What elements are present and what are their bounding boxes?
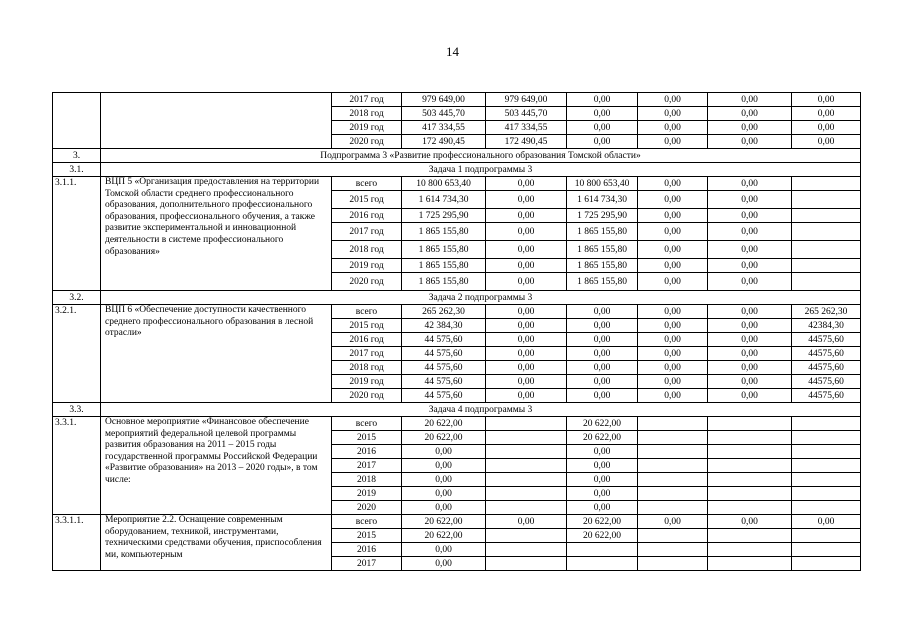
table-cell: 1 725 295,90	[567, 209, 638, 223]
table-row	[53, 93, 861, 107]
table-cell	[638, 473, 708, 487]
table-cell: 20 622,00	[567, 417, 638, 431]
table-cell: 0,00	[638, 241, 708, 259]
table-cell	[53, 93, 101, 149]
table-cell: 10 800 653,40	[402, 177, 486, 191]
table-cell: 0,00	[486, 333, 567, 347]
table-cell: 0,00	[402, 501, 486, 515]
table-cell: 1 614 734,30	[567, 191, 638, 209]
table-cell: 20 622,00	[402, 515, 486, 529]
table-cell: 0,00	[486, 347, 567, 361]
table-cell	[708, 529, 792, 543]
table-cell: 0,00	[567, 107, 638, 121]
table-cell: 0,00	[708, 191, 792, 209]
table-cell: 0,00	[486, 305, 567, 319]
table-cell: 1 725 295,90	[402, 209, 486, 223]
table-cell: 2016 год	[332, 333, 402, 347]
table-cell: 0,00	[567, 501, 638, 515]
table-cell	[486, 417, 567, 431]
table-cell: 0,00	[638, 121, 708, 135]
table-cell	[638, 543, 708, 557]
table-cell: 1 865 155,80	[567, 223, 638, 241]
table-cell	[567, 543, 638, 557]
table-cell: 0,00	[708, 209, 792, 223]
table-cell: Задача 2 подпрограммы 3	[101, 291, 861, 305]
table-cell	[792, 209, 861, 223]
table-cell	[792, 431, 861, 445]
table-cell: 44 575,60	[402, 375, 486, 389]
table-cell: 1 865 155,80	[567, 273, 638, 291]
budget-table	[52, 92, 861, 571]
table-cell: 20 622,00	[567, 515, 638, 529]
table-cell	[792, 543, 861, 557]
table-cell	[638, 529, 708, 543]
table-cell: 20 622,00	[567, 431, 638, 445]
table-cell: 0,00	[486, 259, 567, 273]
table-cell: 0,00	[708, 259, 792, 273]
table-cell: 0,00	[638, 361, 708, 375]
table-row	[53, 163, 861, 177]
table-cell	[486, 487, 567, 501]
table-cell: 1 865 155,80	[402, 259, 486, 273]
table-cell: 172 490,45	[402, 135, 486, 149]
table-cell: Мероприятие 2.2. Оснащение современным оборудованием, техникой, инструментами, техническими средствами обучения, приспособления ми, компьютерным	[101, 515, 332, 571]
table-cell	[708, 473, 792, 487]
table-cell: 0,00	[567, 445, 638, 459]
table-cell: 265 262,30	[402, 305, 486, 319]
table-cell: 2020 год	[332, 135, 402, 149]
table-row	[53, 515, 861, 529]
table-cell	[792, 487, 861, 501]
table-cell: 3.3.	[53, 403, 101, 417]
table-cell: 0,00	[567, 135, 638, 149]
table-cell: 0,00	[567, 487, 638, 501]
table-cell: 2018 год	[332, 107, 402, 121]
table-cell: 0,00	[638, 333, 708, 347]
table-cell: всего	[332, 177, 402, 191]
table-cell: 0,00	[567, 121, 638, 135]
table-cell: 2015	[332, 529, 402, 543]
table-cell: 44575,60	[792, 347, 861, 361]
table-cell	[792, 191, 861, 209]
table-cell: 1 865 155,80	[402, 241, 486, 259]
table-cell: 0,00	[638, 177, 708, 191]
table-cell: 2015	[332, 431, 402, 445]
table-cell: Задача 1 подпрограммы 3	[101, 163, 861, 177]
table-cell: 2015 год	[332, 319, 402, 333]
table-cell: 0,00	[486, 177, 567, 191]
table-cell: 0,00	[638, 93, 708, 107]
table-cell	[638, 487, 708, 501]
table-cell: 0,00	[708, 515, 792, 529]
table-cell: 0,00	[708, 93, 792, 107]
table-cell: 0,00	[486, 273, 567, 291]
table-cell: 2020	[332, 501, 402, 515]
table-cell: 3.	[53, 149, 101, 163]
table-cell	[638, 431, 708, 445]
table-cell	[567, 557, 638, 571]
table-cell: 0,00	[638, 319, 708, 333]
table-cell: 503 445,70	[402, 107, 486, 121]
table-cell: ВЦП 5 «Организация предоставления на территории Томской области среднего профессионального образования, дополнительного профессионального образования, профессионального обучения, а также развитие экспериментальной и инновационной деятельности в системе профессионального образования»	[101, 177, 332, 291]
table-cell: 0,00	[567, 305, 638, 319]
table-cell: 172 490,45	[486, 135, 567, 149]
table-cell: 0,00	[638, 107, 708, 121]
table-cell	[486, 501, 567, 515]
table-row	[53, 149, 861, 163]
table-cell	[792, 223, 861, 241]
table-cell: 3.3.1.	[53, 417, 101, 515]
table-cell: 2019 год	[332, 375, 402, 389]
table-cell	[792, 501, 861, 515]
page-number: 14	[446, 44, 459, 59]
table-cell: 2018 год	[332, 361, 402, 375]
table-cell: 0,00	[638, 305, 708, 319]
table-cell	[638, 417, 708, 431]
table-cell	[708, 459, 792, 473]
table-cell: 0,00	[567, 361, 638, 375]
table-cell: 0,00	[708, 241, 792, 259]
table-cell: 0,00	[638, 389, 708, 403]
table-cell: 2020 год	[332, 389, 402, 403]
table-cell: 0,00	[638, 223, 708, 241]
table-cell: 0,00	[567, 347, 638, 361]
table-cell	[486, 445, 567, 459]
table-cell: 0,00	[567, 319, 638, 333]
table-cell: 0,00	[708, 361, 792, 375]
table-cell: 979 649,00	[486, 93, 567, 107]
table-cell: 2016	[332, 445, 402, 459]
table-cell: всего	[332, 515, 402, 529]
table-cell: 417 334,55	[486, 121, 567, 135]
table-cell	[792, 445, 861, 459]
table-cell: 2016 год	[332, 209, 402, 223]
table-cell: 0,00	[708, 177, 792, 191]
table-cell: 1 614 734,30	[402, 191, 486, 209]
table-cell: 0,00	[402, 487, 486, 501]
table-cell	[708, 557, 792, 571]
table-cell: 0,00	[402, 459, 486, 473]
table-cell: ВЦП 6 «Обеспечение доступности качественного среднего профессионального образования в лесной отрасли»	[101, 305, 332, 403]
table-cell	[638, 459, 708, 473]
table-cell: 0,00	[486, 515, 567, 529]
table-cell: 3.1.1.	[53, 177, 101, 291]
table-cell: 0,00	[708, 121, 792, 135]
table-cell: 2019 год	[332, 121, 402, 135]
table-cell: 3.3.1.1.	[53, 515, 101, 571]
table-cell: 979 649,00	[402, 93, 486, 107]
table-cell: 0,00	[638, 347, 708, 361]
table-cell	[638, 557, 708, 571]
table-cell: 0,00	[567, 473, 638, 487]
table-cell: 0,00	[567, 375, 638, 389]
table-cell	[792, 417, 861, 431]
table-cell: 0,00	[792, 93, 861, 107]
table-cell	[708, 501, 792, 515]
table-cell: 2017 год	[332, 223, 402, 241]
table-cell: 0,00	[638, 191, 708, 209]
table-cell: 20 622,00	[402, 529, 486, 543]
table-cell	[486, 459, 567, 473]
table-cell	[101, 93, 332, 149]
table-cell: 0,00	[486, 389, 567, 403]
table-cell: 0,00	[792, 121, 861, 135]
table-cell	[708, 431, 792, 445]
table-cell: 42384,30	[792, 319, 861, 333]
table-cell: всего	[332, 305, 402, 319]
table-cell	[708, 417, 792, 431]
table-cell: 0,00	[792, 135, 861, 149]
table-cell: 44575,60	[792, 375, 861, 389]
table-cell	[638, 445, 708, 459]
table-cell: 44575,60	[792, 333, 861, 347]
table-cell: 0,00	[792, 515, 861, 529]
table-cell: 44575,60	[792, 389, 861, 403]
table-row	[53, 403, 861, 417]
table-cell: 0,00	[638, 135, 708, 149]
table-cell: 0,00	[708, 347, 792, 361]
table-cell	[792, 529, 861, 543]
table-cell: 0,00	[486, 191, 567, 209]
table-cell: всего	[332, 417, 402, 431]
table-cell: 0,00	[708, 305, 792, 319]
table-cell: 2017	[332, 459, 402, 473]
table-cell: 2017 год	[332, 347, 402, 361]
table-cell	[486, 543, 567, 557]
table-cell: 0,00	[708, 375, 792, 389]
table-cell: 265 262,30	[792, 305, 861, 319]
table-row	[53, 177, 861, 191]
table-cell	[486, 529, 567, 543]
table-cell: 0,00	[708, 389, 792, 403]
table-cell: 0,00	[486, 375, 567, 389]
table-cell: 0,00	[638, 259, 708, 273]
table-cell: 3.1.	[53, 163, 101, 177]
table-cell: 2017 год	[332, 93, 402, 107]
table-cell: 44 575,60	[402, 333, 486, 347]
table-cell: 1 865 155,80	[567, 241, 638, 259]
table-cell: 0,00	[486, 241, 567, 259]
table-cell: 0,00	[638, 273, 708, 291]
table-row	[53, 417, 861, 431]
table-cell: 3.2.	[53, 291, 101, 305]
table-cell: 0,00	[708, 319, 792, 333]
table-cell: 1 865 155,80	[567, 259, 638, 273]
table-row	[53, 305, 861, 319]
table-cell: 42 384,30	[402, 319, 486, 333]
table-cell: 0,00	[638, 209, 708, 223]
table-cell: 2016	[332, 543, 402, 557]
table-cell: 44 575,60	[402, 389, 486, 403]
table-cell: 0,00	[567, 459, 638, 473]
table-cell: 0,00	[402, 445, 486, 459]
table-cell: 10 800 653,40	[567, 177, 638, 191]
table-cell	[708, 487, 792, 501]
table-cell: 0,00	[638, 515, 708, 529]
table-cell: 44 575,60	[402, 347, 486, 361]
table-cell: 3.2.1.	[53, 305, 101, 403]
table-cell	[792, 459, 861, 473]
table-cell: 0,00	[708, 333, 792, 347]
table-cell	[708, 445, 792, 459]
table-cell: 0,00	[792, 107, 861, 121]
table-cell: 2019	[332, 487, 402, 501]
table-cell: 1 865 155,80	[402, 223, 486, 241]
table-cell	[486, 557, 567, 571]
table-cell: 0,00	[708, 135, 792, 149]
table-cell: 0,00	[402, 543, 486, 557]
table-cell: 0,00	[402, 473, 486, 487]
table-cell: 0,00	[402, 557, 486, 571]
table-cell	[792, 259, 861, 273]
table-cell: Подпрограмма 3 «Развитие профессионального образования Томской области»	[101, 149, 861, 163]
table-cell: 0,00	[486, 361, 567, 375]
table-cell: 2020 год	[332, 273, 402, 291]
table-cell: 0,00	[708, 273, 792, 291]
table-cell: 20 622,00	[567, 529, 638, 543]
table-cell	[486, 473, 567, 487]
table-cell: 417 334,55	[402, 121, 486, 135]
table-cell: 0,00	[486, 223, 567, 241]
table-cell: 0,00	[486, 209, 567, 223]
table-cell: 44 575,60	[402, 361, 486, 375]
table-cell: 2018	[332, 473, 402, 487]
table-cell: 0,00	[708, 223, 792, 241]
table-cell: 0,00	[567, 389, 638, 403]
table-cell	[792, 241, 861, 259]
table-cell: 2018 год	[332, 241, 402, 259]
table-cell: 503 445,70	[486, 107, 567, 121]
table-cell: 44575,60	[792, 361, 861, 375]
table-cell	[638, 501, 708, 515]
table-cell: 0,00	[486, 319, 567, 333]
table-cell	[792, 177, 861, 191]
table-cell: 0,00	[638, 375, 708, 389]
table-cell: 0,00	[567, 93, 638, 107]
table-cell: 2019 год	[332, 259, 402, 273]
table-cell: 20 622,00	[402, 431, 486, 445]
table-cell: Основное мероприятие «Финансовое обеспечение мероприятий федеральной целевой программы развития образования на 2011 – 2015 годы государственной программы Российской Федерации «Развитие образования» на 2013 – 2020 годы», в том числе:	[101, 417, 332, 515]
table-cell: 0,00	[567, 333, 638, 347]
table-cell	[792, 557, 861, 571]
table-cell	[792, 473, 861, 487]
table-cell: 20 622,00	[402, 417, 486, 431]
table-cell: 2017	[332, 557, 402, 571]
table-cell: Задача 4 подпрограммы 3	[101, 403, 861, 417]
table-cell	[708, 543, 792, 557]
table-cell	[486, 431, 567, 445]
table-cell: 1 865 155,80	[402, 273, 486, 291]
table-row	[53, 291, 861, 305]
table-cell: 2015 год	[332, 191, 402, 209]
table-cell	[792, 273, 861, 291]
table-cell: 0,00	[708, 107, 792, 121]
